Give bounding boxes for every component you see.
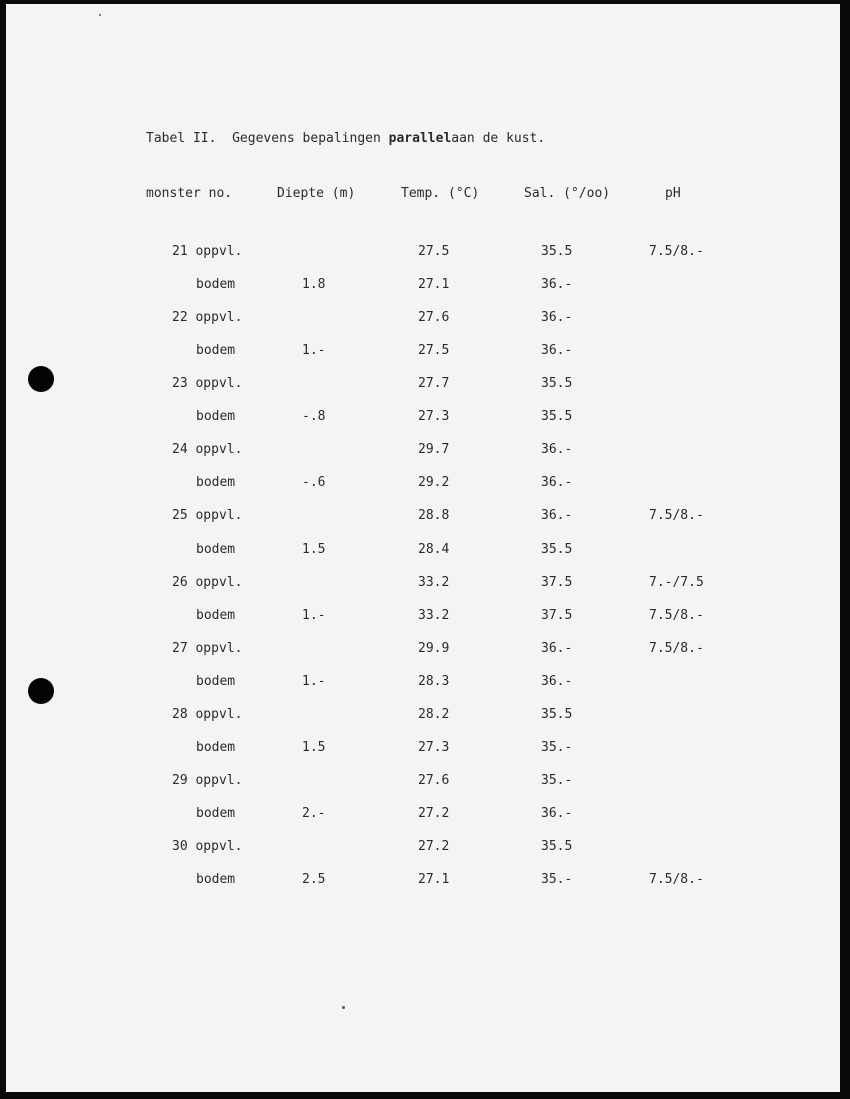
cell-monster: 21 oppvl. (172, 244, 243, 259)
cell-sal: 35.5 (541, 838, 573, 854)
cell-temp: 33.2 (418, 574, 450, 590)
header-temp: Temp. (°C) (401, 186, 480, 201)
cell-sal: 36.- (541, 277, 573, 293)
cell-temp: 28.2 (418, 706, 450, 722)
cell-monster: bodem (196, 277, 236, 293)
cell-diepte: 2.- (302, 805, 326, 821)
cell-monster: bodem (196, 541, 236, 557)
cell-temp: 29.9 (418, 640, 450, 656)
cell-monster: 28 oppvl. (172, 706, 243, 722)
cell-monster: 29 oppvl. (172, 772, 243, 788)
cell-diepte: 1.- (302, 673, 326, 689)
cell-diepte: -.6 (302, 475, 326, 491)
cell-diepte: 1.- (302, 607, 326, 623)
cell-temp: 27.6 (418, 772, 450, 788)
cell-temp: 28.3 (418, 673, 450, 689)
cell-temp: 33.2 (418, 607, 450, 623)
cell-ph: 7.-/7.5 (649, 574, 704, 590)
cell-diepte: 1.5 (302, 541, 326, 557)
punch-hole-lower (28, 678, 54, 704)
document-page (6, 4, 840, 1092)
cell-monster: bodem (196, 409, 236, 425)
paper-speck (99, 14, 101, 16)
cell-ph: 7.5/8.- (649, 640, 704, 656)
cell-diepte: 1.8 (302, 277, 326, 293)
punch-hole-upper (28, 366, 54, 392)
cell-sal: 35.- (541, 772, 573, 788)
table-title-text-end: aan de kust. (451, 131, 546, 146)
cell-ph: 7.5/8.- (649, 244, 704, 259)
table-title-emphasis: parallel (388, 131, 452, 146)
cell-sal: 35.- (541, 739, 573, 755)
cell-sal: 36.- (541, 442, 573, 458)
cell-monster: 26 oppvl. (172, 574, 243, 590)
cell-temp: 27.5 (418, 343, 450, 359)
cell-temp: 29.7 (418, 442, 450, 458)
cell-diepte: 2.5 (302, 871, 326, 887)
cell-temp: 27.3 (418, 409, 450, 425)
cell-sal: 36.- (541, 805, 573, 821)
cell-temp: 27.1 (418, 277, 450, 293)
cell-monster: 30 oppvl. (172, 838, 243, 854)
cell-sal: 36.- (541, 673, 573, 689)
paper-speck (342, 1006, 345, 1009)
cell-sal: 35.- (541, 871, 573, 887)
cell-sal: 36.- (541, 640, 573, 656)
cell-ph: 7.5/8.- (649, 871, 704, 887)
header-monster-no: monster no. (146, 186, 233, 201)
cell-temp: 27.2 (418, 838, 450, 854)
cell-ph: 7.5/8.- (649, 607, 704, 623)
header-diepte: Diepte (m) (277, 186, 356, 201)
cell-monster: 23 oppvl. (172, 376, 243, 392)
cell-monster: 22 oppvl. (172, 310, 243, 326)
table-title-prefix: Tabel II. (146, 131, 217, 146)
cell-temp: 27.2 (418, 805, 450, 821)
table-title-text: Gegevens bepalingen (232, 131, 381, 146)
cell-sal: 35.5 (541, 706, 573, 722)
cell-sal: 36.- (541, 310, 573, 326)
cell-sal: 35.5 (541, 244, 573, 259)
cell-monster: bodem (196, 343, 236, 359)
cell-sal: 37.5 (541, 607, 573, 623)
cell-temp: 27.3 (418, 739, 450, 755)
cell-diepte: 1.5 (302, 739, 326, 755)
header-ph: pH (665, 186, 681, 201)
cell-sal: 35.5 (541, 409, 573, 425)
cell-sal: 36.- (541, 475, 573, 491)
cell-temp: 28.4 (418, 541, 450, 557)
cell-temp: 28.8 (418, 508, 450, 524)
cell-monster: 25 oppvl. (172, 508, 243, 524)
cell-sal: 36.- (541, 508, 573, 524)
cell-temp: 27.6 (418, 310, 450, 326)
cell-monster: bodem (196, 871, 236, 887)
cell-monster: bodem (196, 607, 236, 623)
cell-sal: 36.- (541, 343, 573, 359)
cell-ph: 7.5/8.- (649, 508, 704, 524)
cell-sal: 37.5 (541, 574, 573, 590)
cell-temp: 27.1 (418, 871, 450, 887)
cell-sal: 35.5 (541, 541, 573, 557)
cell-monster: bodem (196, 739, 236, 755)
cell-diepte: 1.- (302, 343, 326, 359)
cell-monster: bodem (196, 805, 236, 821)
cell-monster: bodem (196, 475, 236, 491)
cell-temp: 29.2 (418, 475, 450, 491)
cell-temp: 27.5 (418, 244, 450, 259)
cell-temp: 27.7 (418, 376, 450, 392)
cell-monster: 24 oppvl. (172, 442, 243, 458)
table-title (146, 131, 545, 146)
cell-diepte: -.8 (302, 409, 326, 425)
cell-monster: 27 oppvl. (172, 640, 243, 656)
header-sal: Sal. (°/oo) (524, 186, 611, 201)
cell-monster: bodem (196, 673, 236, 689)
cell-sal: 35.5 (541, 376, 573, 392)
